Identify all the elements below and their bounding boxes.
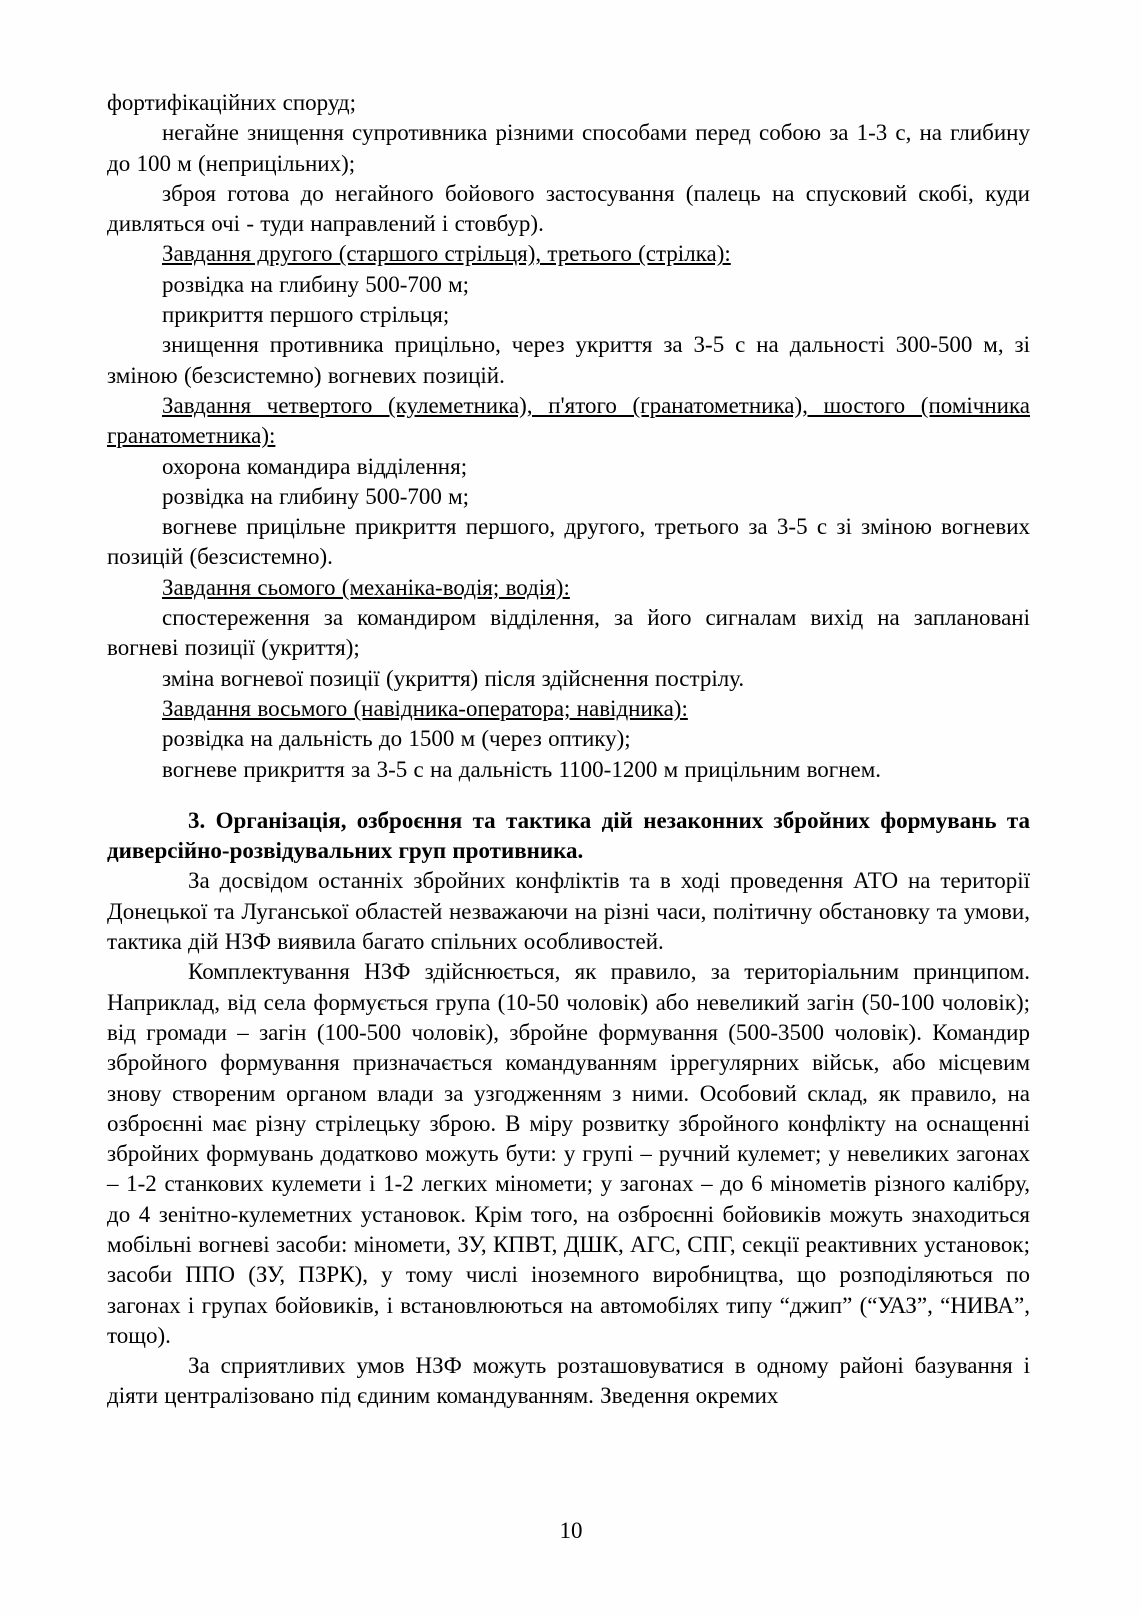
- paragraph: За сприятливих умов НЗФ можуть розташовуватися в одному районі базування і діяти централізовано під єдиним командуванням. Зведення окремих: [107, 1353, 1030, 1409]
- paragraph: розвідка на глибину 500-700 м;: [162, 483, 470, 509]
- paragraph: вогневе прикриття за 3-5 с на дальність 1100-1200 м прицільним вогнем.: [162, 756, 882, 782]
- paragraph: розвідка на дальність до 1500 м (через оптику);: [162, 726, 631, 752]
- page-number: 10: [559, 1518, 583, 1543]
- paragraph: негайне знищення супротивника різними способами перед собою за 1-3 с, на глибину до 100 м (неприцільних);: [107, 120, 1030, 176]
- task-heading: Завдання восьмого (навідника-оператора; навідника):: [162, 695, 688, 721]
- task-heading: Завдання другого (старшого стрільця), третього (стрілка):: [162, 241, 731, 267]
- paragraph: зміна вогневої позиції (укриття) після здійснення пострілу.: [162, 665, 745, 691]
- paragraph: знищення противника прицільно, через укриття за 3-5 с на дальності 300-500 м, зі зміною (безсистемно) вогневих позицій.: [107, 332, 1030, 388]
- section-heading: 3. Організація, озброєння та тактика дій незаконних збройних формувань та диверсійно-розвідувальних груп противника.: [107, 807, 1030, 864]
- paragraph: охорона командира відділення;: [162, 453, 468, 479]
- task-heading: Завдання сьомого (механіка-водія; водія):: [162, 574, 570, 600]
- paragraph: фортифікаційних споруд;: [107, 90, 357, 115]
- paragraph: зброя готова до негайного бойового застосування (палець на спусковий скобі, куди дивляться очі - туди направлений і стовбур).: [107, 180, 1030, 237]
- task-heading: Завдання четвертого (кулеметника), п'ятого (гранатометника), шостого (помічника гранатометника):: [107, 392, 1030, 449]
- paragraph: За досвідом останніх збройних конфліктів та в ході проведення АТО на території Донецької та Луганської областей незважаючи на різні часи, політичну обстановку та умови, тактика дій НЗФ виявила багато спільних особливостей.: [107, 868, 1030, 955]
- paragraph: Комплектування НЗФ здійснюється, як правило, за територіальним принципом. Наприклад, від села формується група (10-50 чоловік) або невеликий загін (50-100 чоловік); від громади – загін (100-500 чоловік), збройне формування (500-3500 чоловік). Командир збройного формування призначається командуванням іррегулярних військ, або місцевим знову створеним органом влади за узгодженням з ними. Особовий склад, як правило, на озброєнні має різну стрілецьку зброю. В міру розвитку збройного конфлікту на оснащенні збройних формувань додатково можуть бути: у групі – ручний кулемет; у невеликих загонах – 1-2 станкових кулемети і 1-2 легких міномети; у загонах – до 6 мінометів різного калібру, до 4 зенітно-кулеметних установок. Крім того, на озброєнні бойовиків можуть знаходиться мобільні вогневі засоби: міномети, ЗУ, КПВТ, ДШК, АГС, СПГ, секції реактивних установок; засоби ППО (ЗУ, ПЗРК), у тому числі іноземного виробництва, що розподіляються по загонах і групах бойовиків, і встановлюються на автомобілях типу “джип” (“УАЗ”, “НИВА”, тощо).: [107, 959, 1030, 1348]
- paragraph: прикриття першого стрільця;: [162, 302, 450, 328]
- paragraph: спостереження за командиром відділення, за його сигналам вихід на заплановані вогневі позиції (укриття);: [107, 605, 1030, 661]
- paragraph: розвідка на глибину 500-700 м;: [162, 271, 470, 297]
- document-body: [107, 88, 1030, 1412]
- paragraph: вогневе прицільне прикриття першого, другого, третього за 3-5 с зі зміною вогневих позицій (безсистемно).: [107, 514, 1030, 570]
